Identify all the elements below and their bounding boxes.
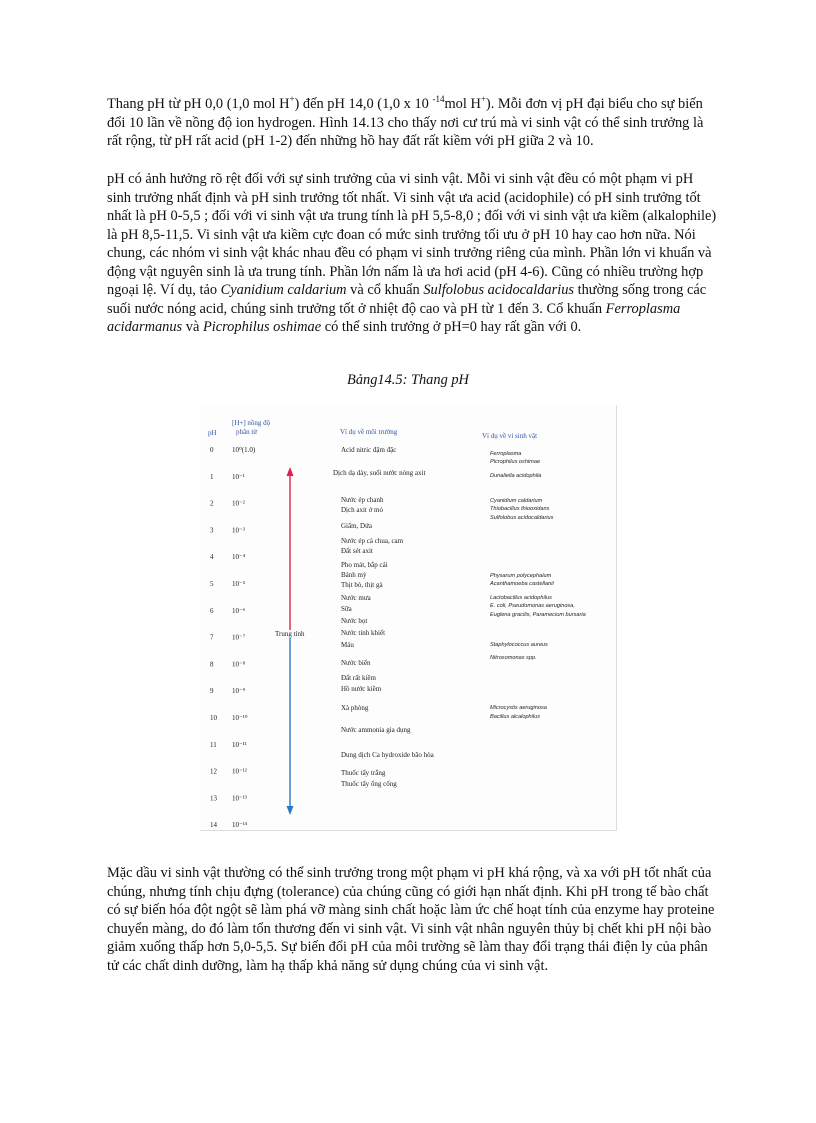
species-name: Sulfolobus acidocaldarius — [423, 282, 575, 298]
header-environment: Ví dụ về môi trường — [340, 428, 398, 436]
text-span: và cổ khuẩn — [346, 282, 424, 298]
table-caption: Bảng14.5: Thang pH — [347, 372, 469, 388]
microbe-example: Microcystis aeruginosa — [490, 705, 547, 711]
h-concentration: 10⁻⁸ — [232, 660, 246, 669]
environment-example: Thịt bò, thịt gà — [341, 581, 383, 589]
microbe-example: Thiobacillus thiooxidans — [490, 506, 550, 512]
h-concentration: 10⁻¹³ — [232, 794, 247, 803]
environment-example: Nước ép cà chua, cam — [341, 537, 404, 545]
text-span: có thể sinh trưởng ở pH=0 hay rất gần với 0. — [321, 319, 582, 335]
h-concentration: 10⁰(1.0) — [232, 446, 256, 454]
environment-example: Dung dịch Ca hydroxide bão hòa — [341, 751, 434, 759]
ph-value: 9 — [210, 687, 214, 696]
environment-example: Nước ammonia gia dụng — [341, 726, 411, 734]
microbe-example: Lactobacillus acidophilus — [490, 595, 552, 601]
text-span: và — [182, 319, 203, 335]
species-name: Picrophilus oshimae — [202, 319, 322, 335]
environment-example: Bánh mỳ — [341, 571, 367, 579]
environment-example: Hồ nước kiềm — [341, 685, 382, 693]
superscript: + — [480, 94, 486, 104]
microbe-example: Cyanidium caldarium — [490, 498, 543, 504]
h-concentration: 10⁻⁵ — [232, 580, 246, 588]
microbe-example: Sulfolobus acidocaldarius — [490, 515, 554, 521]
ph-value: 5 — [210, 580, 214, 588]
ph-scale-figure — [200, 405, 617, 831]
text-span: thường sống trong các suối nước nóng acid, chúng sinh trưởng tốt ở nhiệt độ cao và pH từ 1 đến 3. Cổ khuẩn — [107, 282, 707, 317]
h-concentration: 10⁻¹¹ — [232, 740, 247, 749]
microbe-example: Picrophilus oshimae — [490, 459, 541, 465]
paragraph-ph-effects — [107, 170, 717, 337]
species-name: Ferroplasma acidarmanus — [107, 300, 681, 335]
microbe-example: Ferroplasma — [490, 451, 522, 457]
environment-example: Sữa — [341, 605, 352, 613]
ph-value: 13 — [210, 794, 217, 803]
header-concentration: [H+] nồng độ — [232, 419, 271, 427]
ph-value: 6 — [210, 606, 214, 615]
ph-rows — [210, 446, 256, 829]
environment-example: Giấm, Dứa — [341, 522, 373, 530]
ph-value: 1 — [210, 472, 214, 481]
acid-arrow-head — [287, 467, 294, 476]
text-span: ). Mỗi đơn vị pH đại biểu cho sự biến đổi 10 lần về nồng độ ion hydrogen. Hình 14.13 cho thấy nơi cư trú mà vi sinh vật có thể sinh trưởng là rất rộng, từ pH rất acid (pH 1-2) đến những hồ hay đất rất kiềm với pH giữa 2 và 10. — [107, 96, 704, 149]
ph-value: 10 — [210, 714, 217, 722]
neutral-label: Trung tính — [275, 630, 305, 638]
h-concentration: 10⁻⁹ — [232, 687, 246, 696]
environment-example: Thuốc tẩy ống cống — [341, 780, 397, 788]
text-span: ) đến pH 14,0 (1,0 x 10 — [294, 96, 433, 112]
paragraph-ph-scale-intro — [107, 95, 717, 151]
environment-example: Pho mát, bắp cải — [341, 561, 388, 569]
microbe-example: Physarum polycephalum — [490, 573, 552, 579]
text-span: Thang pH từ pH 0,0 (1,0 mol H — [107, 96, 290, 112]
environment-example: Nước ép chanh — [341, 496, 384, 504]
h-concentration: 10⁻¹⁰ — [232, 714, 248, 722]
ph-value: 2 — [210, 499, 214, 508]
superscript: -14 — [432, 94, 445, 104]
environment-example: Đất sét axit — [341, 547, 373, 555]
environment-example: Đất rất kiềm — [341, 674, 376, 682]
ph-value: 3 — [210, 526, 214, 535]
h-concentration: 10⁻³ — [232, 526, 245, 535]
microbe-example: Euglena gracilis, Paramecium bursaria — [490, 612, 586, 618]
ph-value: 0 — [210, 446, 214, 454]
environment-example: Nước biển — [341, 659, 371, 667]
ph-value: 4 — [210, 553, 214, 562]
environment-example: Acid nitric đậm đặc — [341, 446, 397, 454]
environment-example: Nước mưa — [341, 594, 371, 602]
environment-example: Nước tinh khiết — [341, 629, 386, 637]
environment-example: Nước bọt — [341, 617, 368, 625]
environment-example: Xà phòng — [341, 704, 369, 712]
h-concentration: 10⁻⁴ — [232, 553, 246, 562]
environment-example: Máu — [341, 641, 354, 649]
environment-example: Thuốc tẩy trắng — [341, 769, 386, 777]
h-concentration: 10⁻¹⁴ — [232, 821, 248, 830]
ph-value: 7 — [210, 633, 214, 642]
base-arrow-head — [287, 806, 294, 815]
superscript: + — [289, 94, 295, 104]
h-concentration: 10⁻¹² — [232, 767, 247, 776]
species-name: Cyanidium caldarium — [220, 282, 347, 298]
environment-examples — [333, 446, 435, 788]
ph-value: 11 — [210, 740, 217, 749]
ph-value: 12 — [210, 767, 217, 776]
environment-example: Dịch dạ dày, suối nước nóng axit — [333, 469, 426, 477]
text-span: mol H — [444, 96, 481, 112]
microbe-examples — [489, 451, 586, 720]
h-concentration: 10⁻⁶ — [232, 606, 246, 615]
header-microbe: Ví dụ về vi sinh vật — [482, 432, 538, 440]
header-ph: pH — [208, 429, 217, 437]
microbe-example: Nitrosomonas spp. — [490, 655, 537, 661]
microbe-example: E. coli, Pseudomonas aeruginosa, — [490, 603, 575, 609]
microbe-example: Bacillus alcalophilus — [490, 714, 541, 720]
paragraph-ph-tolerance: Mặc dầu vi sinh vật thường có thể sinh trưởng trong một phạm vi pH khá rộng, và xa với pH tốt nhất của chúng, nhưng tính chịu đựng (tolerance) của chúng cũng có giới hạn nhất định. Khi pH trong tế bào chất có sự biến hóa đột ngột sẽ làm phá vỡ màng sinh chất hoặc làm ức chế hoạt tính của enzyme hay proteine chuyển màng, do đó làm tổn thương đến vi sinh vật. Vi sinh vật nhân nguyên thủy bị chết khi pH nội bào giảm xuống thấp hơn 5,0-5,5. Sự biến đổi pH của môi trường sẽ làm thay đổi trạng thái điện ly của phân tử các chất dinh dưỡng, làm hạ thấp khả năng sử dụng chúng của vi sinh vật. — [107, 865, 715, 974]
ph-scale-diagram — [200, 405, 616, 830]
microbe-example: Staphylococcus aureus — [490, 642, 548, 648]
header-concentration-line2: phân tử — [236, 428, 258, 436]
microbe-example: Acanthamoeba castellanii — [490, 581, 554, 587]
h-concentration: 10⁻¹ — [232, 472, 245, 481]
ph-value: 8 — [210, 660, 214, 669]
text-span: pH có ảnh hưởng rõ rệt đối với sự sinh trưởng của vi sinh vật. Mỗi vi sinh vật đều có một phạm vi pH sinh trưởng nhất định và pH sinh trưởng tốt nhất. Vi sinh vật ưa acid (acidophile) có pH sinh trưởng tốt nhất là pH 0-5,5 ; đối với vi sinh vật ưa trung tính là pH 5,5-8,0 ; đối với vi sinh vật ưa kiềm (alkalophile) là pH 8,5-11,5. Vi sinh vật ưa kiềm cực đoan có mức sinh trưởng tối ưu ở pH 10 hay cao hơn nữa. Nói chung, các nhóm vi sinh vật khác nhau đều có phạm vi sinh trưởng riêng của mình. Phần lớn vi khuẩn và động vật nguyên sinh là ưa trung tính. Phần lớn nấm là ưa hơi acid (pH 4-6). Cũng có nhiều trường hợp ngoại lệ. Ví dụ, tảo — [107, 171, 717, 298]
microbe-example: Dunaliella acidophila — [490, 473, 542, 479]
ph-value: 14 — [210, 821, 217, 830]
environment-example: Dịch axit ở mỏ — [341, 506, 383, 514]
h-concentration: 10⁻⁷ — [232, 633, 246, 642]
h-concentration: 10⁻² — [232, 499, 245, 508]
